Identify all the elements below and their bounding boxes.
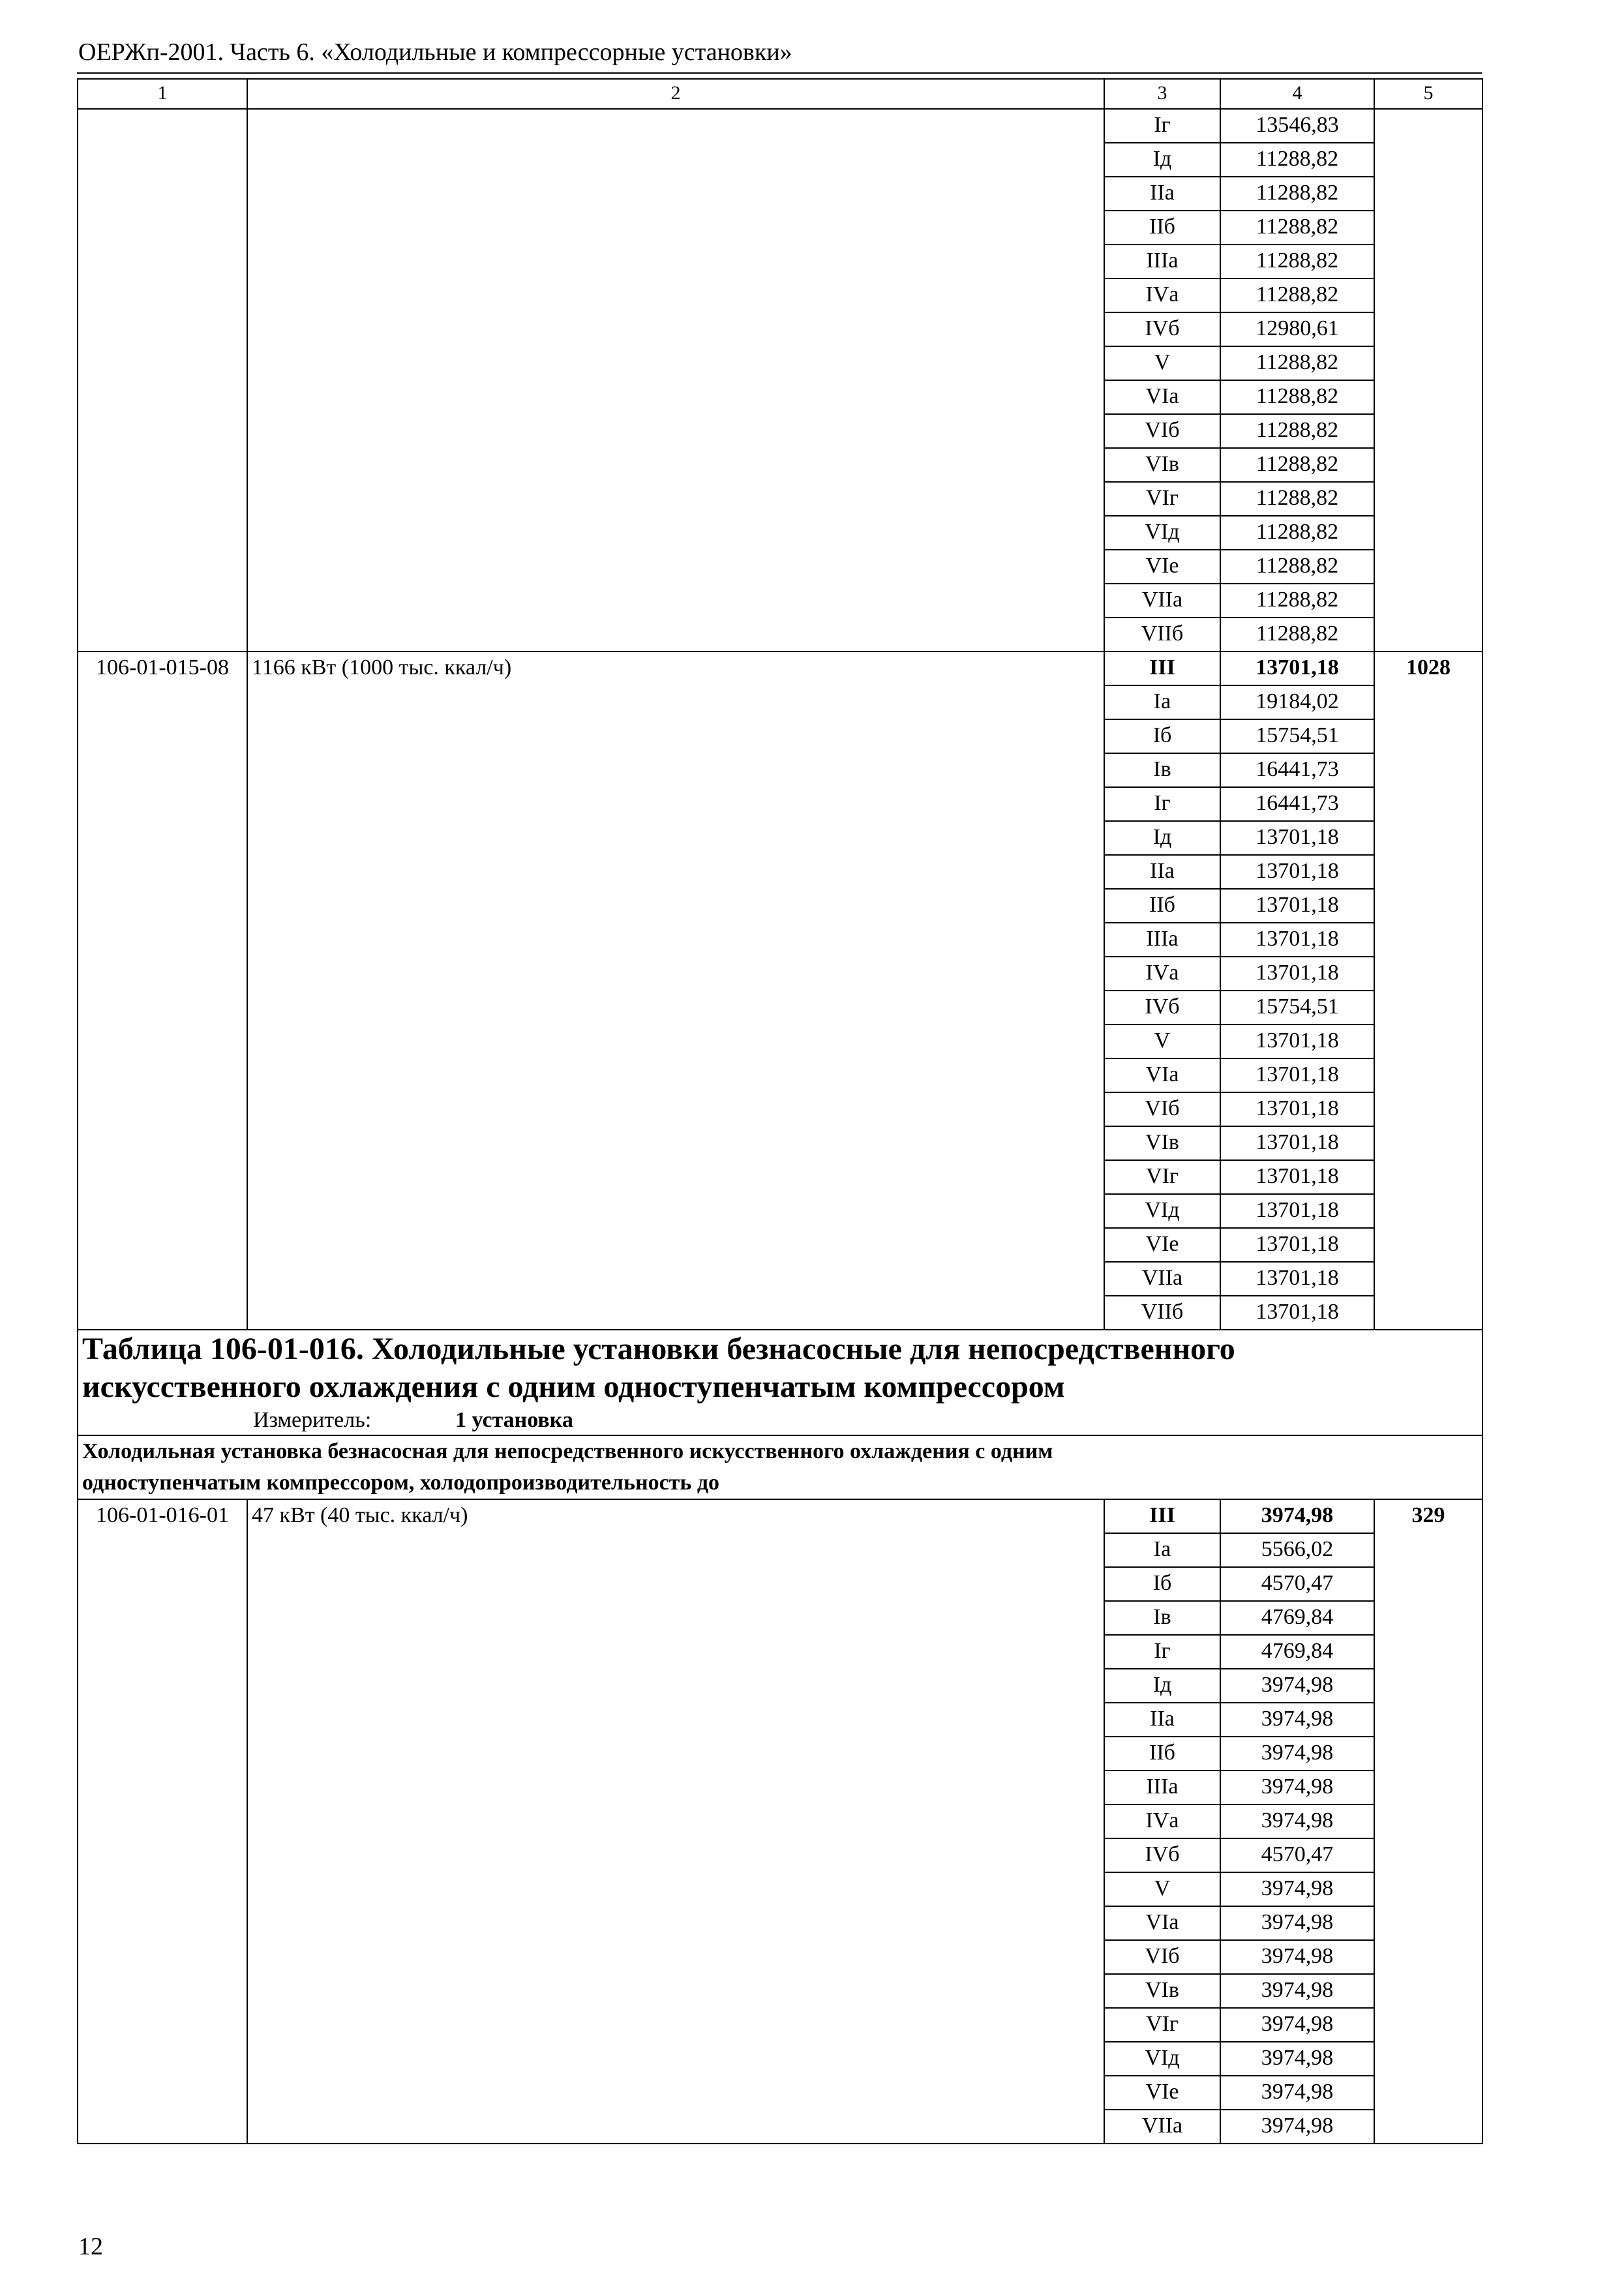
value-cell: 11288,82 — [1220, 516, 1374, 550]
column-number: 3 — [1104, 79, 1220, 109]
zone-cell: Iг — [1104, 1635, 1220, 1669]
page-header: ОЕРЖп-2001. Часть 6. «Холодильные и компрессорные установки» — [78, 38, 792, 66]
value-cell: 11288,82 — [1220, 346, 1374, 380]
value-cell: 15754,51 — [1220, 991, 1374, 1025]
value-cell: 13701,18 — [1220, 821, 1374, 855]
table-row — [78, 109, 1482, 143]
name-cell — [247, 109, 1104, 651]
value-cell: 3974,98 — [1220, 2042, 1374, 2076]
code-cell — [78, 109, 247, 651]
zone-cell: III — [1104, 1499, 1220, 1533]
zone-cell: V — [1104, 346, 1220, 380]
table-title-line: Таблица 106-01-016. Холодильные установки безнасосные для непосредственного — [82, 1332, 1235, 1366]
value-cell: 3974,98 — [1220, 2076, 1374, 2110]
zone-cell: VIIб — [1104, 1296, 1220, 1330]
table-title-row — [78, 1330, 1482, 1435]
value-cell: 12980,61 — [1220, 312, 1374, 346]
column-number: 2 — [247, 79, 1104, 109]
value-cell: 11288,82 — [1220, 380, 1374, 414]
zone-cell: Iг — [1104, 787, 1220, 821]
value-cell: 13701,18 — [1220, 1296, 1374, 1330]
meter-line — [82, 1406, 1478, 1435]
zone-cell: III — [1104, 651, 1220, 685]
zone-cell: VIIа — [1104, 1262, 1220, 1296]
value-cell: 11288,82 — [1220, 414, 1374, 448]
value-cell: 13701,18 — [1220, 889, 1374, 923]
zone-cell: VIв — [1104, 1974, 1220, 2008]
value-cell: 3974,98 — [1220, 2008, 1374, 2042]
zone-cell: Iв — [1104, 1601, 1220, 1635]
value-cell: 13701,18 — [1220, 1025, 1374, 1058]
zone-cell: VIе — [1104, 1228, 1220, 1262]
value-cell: 11288,82 — [1220, 550, 1374, 584]
value-cell: 4769,84 — [1220, 1635, 1374, 1669]
zone-cell: VIе — [1104, 2076, 1220, 2110]
value-cell: 13701,18 — [1220, 923, 1374, 957]
value-cell: 3974,98 — [1220, 1499, 1374, 1533]
zone-cell: Iд — [1104, 143, 1220, 177]
description-line: Холодильная установка безнасосная для непосредственного искусственного охлаждения с одним — [82, 1439, 1053, 1463]
table-row — [78, 651, 1482, 685]
meter-label: Измеритель: — [253, 1408, 372, 1432]
rate-cell: 329 — [1374, 1499, 1482, 2144]
zone-cell: Iд — [1104, 821, 1220, 855]
value-cell: 11288,82 — [1220, 211, 1374, 245]
zone-cell: IIIа — [1104, 1771, 1220, 1804]
section-description — [78, 1435, 1482, 1499]
value-cell: 11288,82 — [1220, 278, 1374, 312]
zone-cell: Iг — [1104, 109, 1220, 143]
zone-cell: VIг — [1104, 2008, 1220, 2042]
value-cell: 13701,18 — [1220, 1194, 1374, 1228]
zone-cell: Iб — [1104, 719, 1220, 753]
item-name: 1166 кВт (1000 тыс. ккал/ч) — [247, 651, 1104, 1330]
zone-cell: Iд — [1104, 1669, 1220, 1703]
value-cell: 11288,82 — [1220, 584, 1374, 618]
value-cell: 3974,98 — [1220, 1703, 1374, 1737]
value-cell: 16441,73 — [1220, 753, 1374, 787]
table-title-block — [78, 1330, 1482, 1435]
value-cell: 3974,98 — [1220, 1771, 1374, 1804]
item-code: 106-01-016-01 — [78, 1499, 247, 2144]
zone-cell: IIб — [1104, 1737, 1220, 1771]
table-row — [78, 1499, 1482, 1533]
zone-cell: VIг — [1104, 482, 1220, 516]
rate-cell: 1028 — [1374, 651, 1482, 1330]
zone-cell: IVб — [1104, 312, 1220, 346]
zone-cell: VIд — [1104, 1194, 1220, 1228]
value-cell: 13701,18 — [1220, 1126, 1374, 1160]
zone-cell: VIа — [1104, 1906, 1220, 1940]
column-number: 4 — [1220, 79, 1374, 109]
meter-value: 1 установка — [455, 1408, 573, 1432]
zone-cell: VIб — [1104, 414, 1220, 448]
value-cell: 3974,98 — [1220, 1940, 1374, 1974]
value-cell: 11288,82 — [1220, 245, 1374, 278]
zone-cell: VIIб — [1104, 618, 1220, 651]
zone-cell: VIб — [1104, 1092, 1220, 1126]
column-number: 1 — [78, 79, 247, 109]
zone-cell: IIб — [1104, 211, 1220, 245]
item-code: 106-01-015-08 — [78, 651, 247, 1330]
description-line: одноступенчатым компрессором, холодопроизводительность до — [82, 1471, 720, 1495]
value-cell: 13701,18 — [1220, 1228, 1374, 1262]
value-cell: 11288,82 — [1220, 618, 1374, 651]
value-cell: 16441,73 — [1220, 787, 1374, 821]
value-cell: 13546,83 — [1220, 109, 1374, 143]
zone-cell: Iа — [1104, 1533, 1220, 1567]
value-cell: 5566,02 — [1220, 1533, 1374, 1567]
table-title-line: искусственного охлаждения с одним одноступенчатым компрессором — [82, 1369, 1065, 1404]
zone-cell: V — [1104, 1872, 1220, 1906]
item-name: 47 кВт (40 тыс. ккал/ч) — [247, 1499, 1104, 2144]
zone-cell: VIд — [1104, 2042, 1220, 2076]
zone-cell: IVа — [1104, 957, 1220, 991]
zone-cell: IVб — [1104, 991, 1220, 1025]
page-number: 12 — [78, 2233, 103, 2260]
value-cell: 11288,82 — [1220, 177, 1374, 211]
value-cell: 13701,18 — [1220, 1092, 1374, 1126]
section-description-row — [78, 1435, 1482, 1499]
zone-cell: IVа — [1104, 1804, 1220, 1838]
zone-cell: VIIа — [1104, 584, 1220, 618]
value-cell: 13701,18 — [1220, 1160, 1374, 1194]
value-cell: 11288,82 — [1220, 482, 1374, 516]
zone-cell: Iа — [1104, 685, 1220, 719]
value-cell: 19184,02 — [1220, 685, 1374, 719]
value-cell: 11288,82 — [1220, 143, 1374, 177]
zone-cell: VIе — [1104, 550, 1220, 584]
value-cell: 13701,18 — [1220, 651, 1374, 685]
zone-cell: Iв — [1104, 753, 1220, 787]
value-cell: 4570,47 — [1220, 1567, 1374, 1601]
zone-cell: IVб — [1104, 1838, 1220, 1872]
zone-cell: IIIа — [1104, 245, 1220, 278]
zone-cell: IIа — [1104, 177, 1220, 211]
zone-cell: VIб — [1104, 1940, 1220, 1974]
value-cell: 13701,18 — [1220, 1262, 1374, 1296]
header-rule — [77, 72, 1482, 74]
value-cell: 3974,98 — [1220, 2110, 1374, 2144]
value-cell: 13701,18 — [1220, 855, 1374, 889]
zone-cell: IIа — [1104, 1703, 1220, 1737]
value-cell: 3974,98 — [1220, 1974, 1374, 2008]
zone-cell: VIа — [1104, 1058, 1220, 1092]
zone-cell: IIа — [1104, 855, 1220, 889]
zone-cell: VIв — [1104, 448, 1220, 482]
value-cell: 3974,98 — [1220, 1737, 1374, 1771]
value-cell: 13701,18 — [1220, 957, 1374, 991]
value-cell: 3974,98 — [1220, 1872, 1374, 1906]
zone-cell: Iб — [1104, 1567, 1220, 1601]
zone-cell: IIб — [1104, 889, 1220, 923]
rates-table — [77, 78, 1483, 2144]
value-cell: 3974,98 — [1220, 1906, 1374, 1940]
zone-cell: VIа — [1104, 380, 1220, 414]
value-cell: 3974,98 — [1220, 1669, 1374, 1703]
value-cell: 13701,18 — [1220, 1058, 1374, 1092]
zone-cell: VIIа — [1104, 2110, 1220, 2144]
zone-cell: V — [1104, 1025, 1220, 1058]
value-cell: 15754,51 — [1220, 719, 1374, 753]
column-number: 5 — [1374, 79, 1482, 109]
zone-cell: VIд — [1104, 516, 1220, 550]
zone-cell: VIв — [1104, 1126, 1220, 1160]
value-cell: 4570,47 — [1220, 1838, 1374, 1872]
rate-cell — [1374, 109, 1482, 651]
zone-cell: IIIа — [1104, 923, 1220, 957]
zone-cell: VIг — [1104, 1160, 1220, 1194]
value-cell: 11288,82 — [1220, 448, 1374, 482]
column-number-row — [78, 79, 1482, 109]
value-cell: 4769,84 — [1220, 1601, 1374, 1635]
zone-cell: IVа — [1104, 278, 1220, 312]
value-cell: 3974,98 — [1220, 1804, 1374, 1838]
